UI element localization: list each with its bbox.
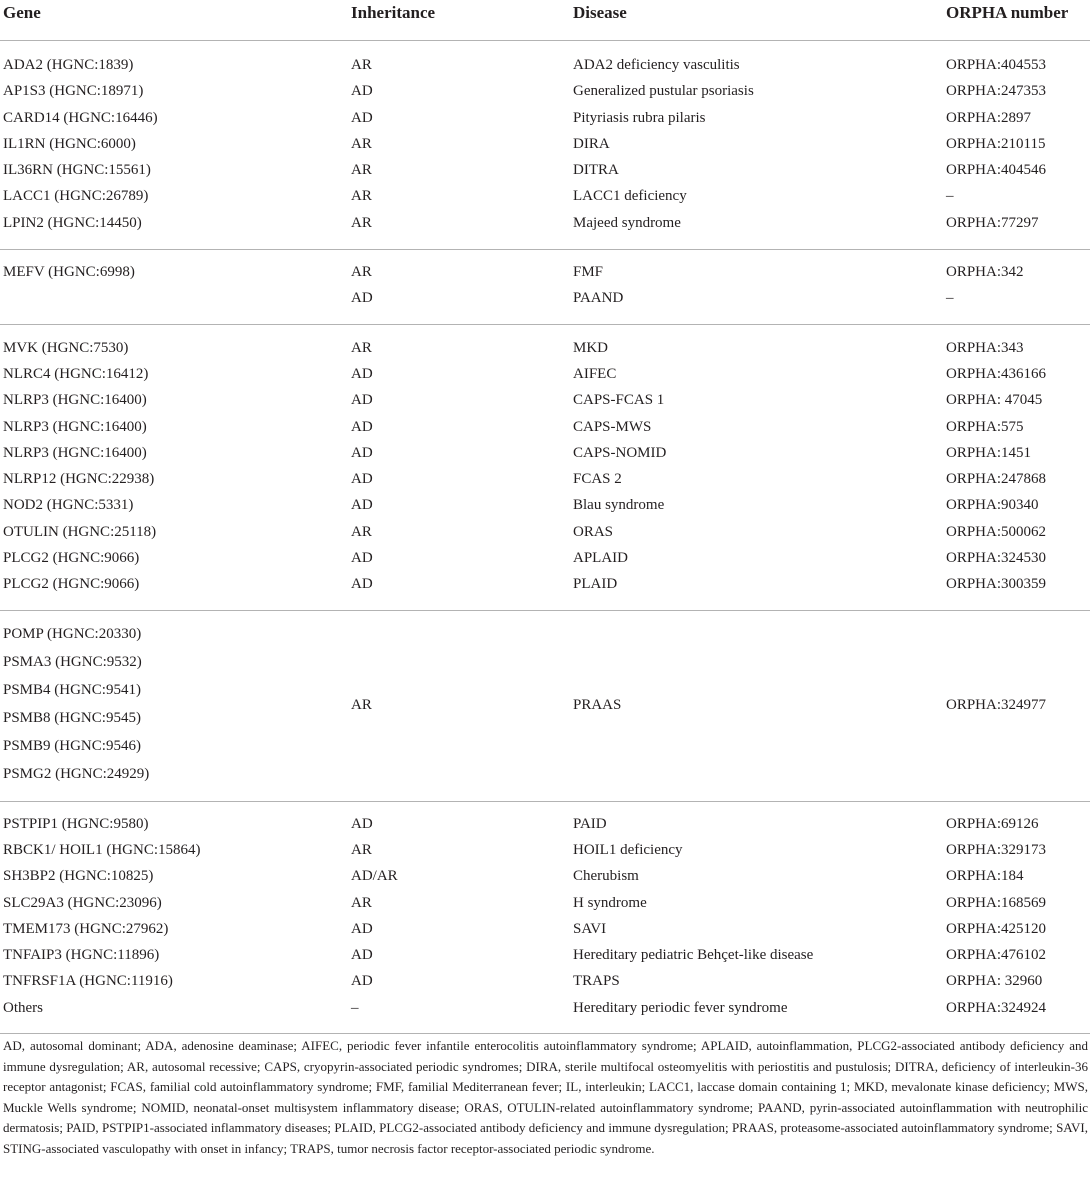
table-row [0, 79, 1090, 105]
table-cell-inheritance: AR [351, 841, 372, 858]
table-cell-disease: PAAND [573, 290, 624, 307]
table-cell-gene: PLCG2 (HGNC:9066) [3, 550, 140, 567]
table-cell-inheritance: AR [351, 339, 372, 356]
table-cell-gene: RBCK1/ HOIL1 (HGNC:15864) [3, 841, 201, 858]
table-row [0, 415, 1090, 441]
table-cell-orpha: ORPHA:343 [946, 339, 1024, 356]
header-disease: Disease [573, 3, 627, 22]
table-cell-disease: Hereditary pediatric Behçet-like disease [573, 947, 814, 964]
table-cell-gene: PSMG2 (HGNC:24929) [3, 765, 150, 782]
table-row [0, 891, 1090, 917]
table-cell-inheritance: AD [351, 947, 373, 964]
table-cell-orpha: ORPHA:1451 [946, 444, 1032, 461]
table-cell-orpha: ORPHA:210115 [946, 135, 1046, 152]
table-cell-gene: TNFAIP3 (HGNC:11896) [3, 947, 160, 964]
table-cell-disease: PAID [573, 815, 607, 832]
table-row [0, 943, 1090, 969]
table-cell-gene: NLRP3 (HGNC:16400) [3, 418, 147, 435]
table-cell-orpha: ORPHA:69126 [946, 815, 1039, 832]
table-cell-orpha: ORPHA:342 [946, 264, 1024, 281]
table-cell-gene: PLCG2 (HGNC:9066) [3, 576, 140, 593]
table-row [0, 184, 1090, 210]
table-cell-inheritance: AR [351, 57, 372, 73]
table-cell-gene: NLRP3 (HGNC:16400) [3, 392, 147, 409]
table-cell-disease: LACC1 deficiency [573, 188, 687, 205]
table-cell-gene: MVK (HGNC:7530) [3, 339, 129, 356]
table-cell-disease: H syndrome [573, 894, 647, 911]
table-cell-gene: Others [3, 999, 43, 1016]
table-cell-disease: CAPS-MWS [573, 418, 652, 435]
table-cell-gene: SH3BP2 (HGNC:10825) [3, 868, 154, 885]
table-cell-orpha: ORPHA:575 [946, 418, 1024, 435]
table-cell-orpha: ORPHA:404553 [946, 57, 1047, 73]
table-row [0, 336, 1090, 362]
table-cell-orpha: ORPHA:168569 [946, 894, 1047, 911]
table-cell-orpha: ORPHA:300359 [946, 576, 1047, 593]
table-row [0, 362, 1090, 388]
table-footnote: AD, autosomal dominant; ADA, adenosine deaminase; AIFEC, periodic fever infantile enterocolitis autoinflammatory syndrome; APLAID, autoinflammation, PLCG2-associated antibody deficiency and immune dysregulation; AR, autosomal recessive; CAPS, cryopyrin-associated periodic syndromes; DIRA, sterile multifocal osteomyelitis with periostitis and pustulosis; DITRA, deficiency of interleukin-36 receptor antagonist; FCAS, familial cold autoinflammatory syndrome; FMF, familial Mediterranean fever; IL, interleukin; LACC1, laccase domain containing 1; MKD, mevalonate kinase deficiency; MWS, Muckle Wells syndrome; NOMID, neonatal-onset multisystem inflammatory disease; ORAS, OTULIN-related autoinflammatory syndrome; PAAND, pyrin-associated autoinflammation with neutrophilic dermatosis; PAID, PSTPIP1-associated inflammatory diseases; PLAID, PLCG2-associated antibody deficiency and immune dysregulation; PRAAS, proteasome-associated autoinflammatory syndrome; SAVI, STING-associated vasculopathy with onset in infancy; TRAPS, tumor necrosis factor receptor-associated periodic syndrome. [3, 1038, 1088, 1156]
table-cell-orpha: ORPHA:476102 [946, 947, 1047, 964]
table-cell-orpha: ORPHA:90340 [946, 497, 1039, 514]
table-group [0, 325, 1090, 611]
table-cell-gene: NLRP12 (HGNC:22938) [3, 471, 155, 488]
table-row [0, 969, 1090, 995]
table-cell-disease: Blau syndrome [573, 497, 665, 514]
table-cell-gene: SLC29A3 (HGNC:23096) [3, 894, 162, 911]
table-cell-inheritance: AR [351, 696, 372, 713]
table-group [0, 41, 1090, 250]
table-cell-gene: AP1S3 (HGNC:18971) [3, 83, 144, 100]
table-cell-orpha: ORPHA:324924 [946, 999, 1047, 1016]
table-cell-inheritance: AD [351, 550, 373, 567]
table-cell-orpha: ORPHA:324530 [946, 550, 1047, 567]
table-cell-orpha: ORPHA:436166 [946, 365, 1047, 382]
table-cell-inheritance: AR [351, 188, 372, 205]
table-cell-orpha: ORPHA: 32960 [946, 973, 1043, 990]
table-cell-inheritance: AR [351, 162, 372, 179]
table-cell-disease: Hereditary periodic fever syndrome [573, 999, 788, 1016]
table-cell-gene: PSTPIP1 (HGNC:9580) [3, 815, 149, 832]
table-cell-inheritance: AR [351, 264, 372, 281]
table-cell-disease: AIFEC [573, 365, 617, 382]
table-cell-inheritance: AD [351, 444, 373, 461]
table-cell-disease: PRAAS [573, 696, 622, 713]
table-row [0, 996, 1090, 1022]
table-row [0, 158, 1090, 184]
table-row [0, 388, 1090, 414]
table-cell-disease: DITRA [573, 162, 619, 179]
table-cell-disease: FMF [573, 264, 604, 281]
table-row [0, 572, 1090, 598]
table-cell-orpha: ORPHA:2897 [946, 109, 1032, 126]
table-cell-inheritance: AD [351, 920, 373, 937]
table-row [0, 812, 1090, 838]
table-cell-inheritance: – [351, 999, 359, 1016]
table-cell-inheritance: AD [351, 290, 373, 307]
table-cell-orpha: ORPHA:324977 [946, 696, 1047, 713]
table-cell-gene: LACC1 (HGNC:26789) [3, 188, 149, 205]
table-cell-orpha: ORPHA: 47045 [946, 392, 1043, 409]
table-cell-disease: Pityriasis rubra pilaris [573, 109, 706, 126]
table-row [0, 106, 1090, 132]
table-cell-orpha: ORPHA:329173 [946, 841, 1047, 858]
table-cell-disease: FCAS 2 [573, 471, 622, 488]
table-cell-orpha: ORPHA:425120 [946, 920, 1047, 937]
table-row [0, 132, 1090, 158]
table-row [0, 53, 1090, 79]
table-row [0, 520, 1090, 546]
table-cell-inheritance: AR [351, 135, 372, 152]
table-cell-disease: HOIL1 deficiency [573, 841, 683, 858]
table-cell-inheritance: AD [351, 497, 373, 514]
table-cell-disease: MKD [573, 339, 609, 356]
table-cell-gene: PSMB9 (HGNC:9546) [3, 737, 141, 754]
table-group [0, 250, 1090, 325]
table-cell-disease: Cherubism [573, 868, 639, 885]
table-cell-inheritance: AR [351, 894, 372, 911]
table-cell-gene: NLRC4 (HGNC:16412) [3, 365, 149, 382]
table-cell-inheritance: AD [351, 392, 373, 409]
table-cell-disease: Majeed syndrome [573, 214, 681, 231]
table-cell-inheritance: AD [351, 365, 373, 382]
table-cell-inheritance: AD [351, 576, 373, 593]
table-row [0, 467, 1090, 493]
table-cell-disease: Generalized pustular psoriasis [573, 83, 754, 100]
table-cell-inheritance: AD [351, 83, 373, 100]
table-cell-disease: TRAPS [573, 973, 620, 990]
table-cell-orpha: ORPHA:184 [946, 868, 1024, 885]
table-row [0, 286, 1090, 312]
table-cell-inheritance: AD [351, 973, 373, 990]
table-cell-gene: IL1RN (HGNC:6000) [3, 135, 136, 152]
table-group [0, 802, 1090, 1034]
table-cell-disease: CAPS-NOMID [573, 444, 667, 461]
table-cell-orpha: ORPHA:404546 [946, 162, 1047, 179]
table-cell-orpha: ORPHA:500062 [946, 523, 1047, 540]
table-cell-disease: DIRA [573, 135, 610, 152]
table-cell-gene: PSMA3 (HGNC:9532) [3, 653, 142, 670]
table-cell-inheritance: AD [351, 109, 373, 126]
table-cell-gene: NOD2 (HGNC:5331) [3, 497, 134, 514]
table-cell-orpha: ORPHA:247353 [946, 83, 1047, 100]
table-cell-gene: OTULIN (HGNC:25118) [3, 523, 157, 540]
header-orpha-number: ORPHA number [946, 3, 1069, 22]
table-cell-inheritance: AD [351, 471, 373, 488]
table-cell-gene: CARD14 (HGNC:16446) [3, 109, 158, 126]
table-cell-gene: NLRP3 (HGNC:16400) [3, 444, 147, 461]
table-cell-inheritance: AD/AR [351, 868, 398, 885]
table-row [0, 864, 1090, 890]
table-group-praas [0, 611, 1090, 802]
table-cell-disease: PLAID [573, 576, 618, 593]
table-cell-orpha: – [946, 290, 954, 307]
table-cell-disease: APLAID [573, 550, 628, 567]
table-cell-orpha: – [946, 188, 954, 205]
table-cell-gene: MEFV (HGNC:6998) [3, 264, 135, 281]
table-header [0, 0, 1090, 41]
table-cell-gene: TNFRSF1A (HGNC:11916) [3, 973, 173, 990]
header-gene: Gene [3, 3, 41, 22]
table-cell-inheritance: AD [351, 418, 373, 435]
table-row [0, 546, 1090, 572]
table-row [0, 260, 1090, 286]
table-cell-disease: ORAS [573, 523, 614, 540]
table-cell-gene: IL36RN (HGNC:15561) [3, 162, 151, 179]
table-cell-disease: CAPS-FCAS 1 [573, 392, 665, 409]
table-cell-orpha: ORPHA:247868 [946, 471, 1047, 488]
header-inheritance: Inheritance [351, 3, 436, 22]
table-row [0, 211, 1090, 237]
table-row [0, 493, 1090, 519]
table-cell-inheritance: AR [351, 214, 372, 231]
table-cell-gene: LPIN2 (HGNC:14450) [3, 214, 142, 231]
table-cell-inheritance: AR [351, 523, 372, 540]
table-cell-disease: ADA2 deficiency vasculitis [573, 57, 740, 73]
table-cell-disease: SAVI [573, 920, 607, 937]
table-row [0, 917, 1090, 943]
table-cell-gene: PSMB4 (HGNC:9541) [3, 681, 141, 698]
table-cell-inheritance: AD [351, 815, 373, 832]
table-cell-gene: ADA2 (HGNC:1839) [3, 57, 134, 73]
table-row [0, 838, 1090, 864]
table-cell-orpha: ORPHA:77297 [946, 214, 1039, 231]
praas-row [0, 611, 1090, 801]
table-cell-gene: TMEM173 (HGNC:27962) [3, 920, 169, 937]
table-cell-gene: PSMB8 (HGNC:9545) [3, 709, 141, 726]
table-row [0, 441, 1090, 467]
table-cell-gene: POMP (HGNC:20330) [3, 625, 142, 642]
